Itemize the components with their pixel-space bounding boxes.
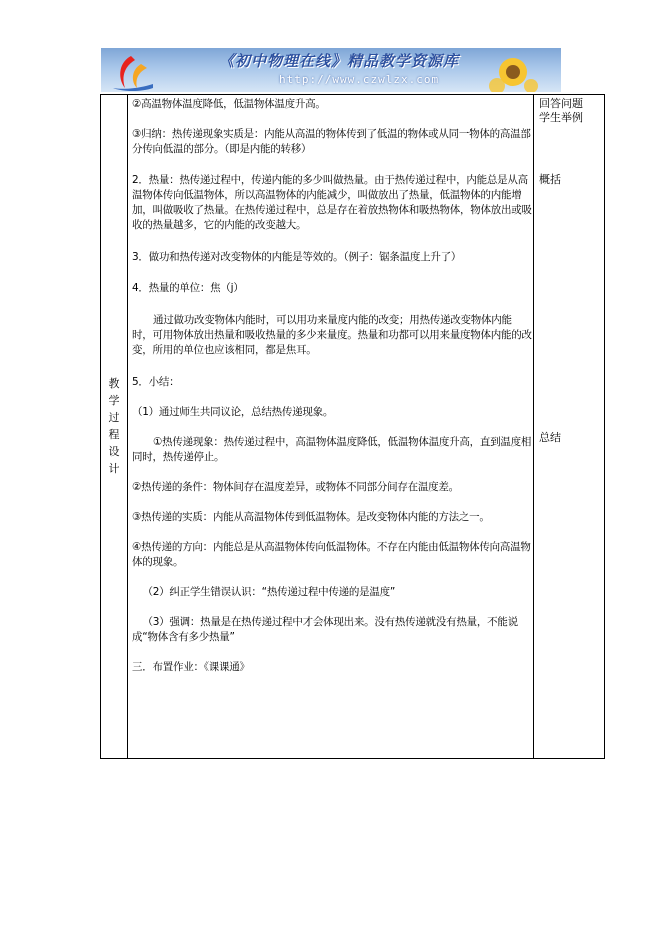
banner-url: http://www.czwlzx.com (279, 73, 440, 86)
paragraph: ①热传递现象：热传递过程中，高温物体温度降低，低温物体温度升高，直到温度相同时，热传递停止。 (132, 436, 532, 463)
column-divider (533, 95, 534, 758)
paragraph: ②高温物体温度降低，低温物体温度升高。 (132, 98, 326, 110)
section-label-char: 计 (108, 462, 120, 475)
paragraph: 三．布置作业：《课课通》 (132, 661, 250, 673)
paragraph: ④热传递的方向：内能总是从高温物体传向低温物体。不存在内能由低温物体传向高温物体的现象。 (132, 541, 531, 568)
section-label-char: 教 (108, 377, 120, 390)
paragraph: ③归纳：热传递现象实质是：内能从高温的物体传到了低温的物体或从同一物体的高温部分传向低温的部分。（即是内能的转移） (132, 128, 531, 155)
side-note-summarize: 概括 (539, 173, 561, 186)
section-label-char: 设 (108, 445, 120, 458)
side-note-examples: 学生举例 (539, 111, 583, 124)
column-divider (127, 95, 128, 758)
section-label-char: 学 (108, 394, 120, 407)
paragraph: ②热传递的条件：物体间存在温度差异，或物体不同部分间存在温度差。 (132, 481, 459, 493)
paragraph: 2．热量：热传递过程中，传递内能的多少叫做热量。由于热传递过程中，内能总是从高温物体传向低温物体，所以高温物体的内能减少，叫做放出了热量，低温物体的内能增加，叫做吸收了热量。在热传递过程中，总是存在着放热物体和吸热物体，物体放出或吸收的热量越多，它的内能的改变越大。 (132, 174, 532, 231)
header-banner (101, 48, 561, 92)
paragraph: （3）强调：热量是在热传递过程中才会体现出来。没有热传递就没有热量，不能说成“物体含有多少热量” (132, 616, 518, 643)
logo-icon (101, 48, 161, 92)
side-note-summary: 总结 (539, 431, 561, 444)
paragraph: （2）纠正学生错误认识：“热传递过程中传递的是温度” (142, 586, 396, 598)
section-label-char: 程 (108, 428, 120, 441)
banner-title: 《初中物理在线》精品教学资源库 (219, 52, 460, 70)
section-label (101, 375, 127, 477)
section-label-char: 过 (108, 411, 120, 424)
paragraph: 4．热量的单位：焦（j） (132, 282, 244, 294)
lesson-content (132, 97, 532, 675)
side-note-answer: 回答问题 (539, 97, 583, 110)
paragraph: 通过做功改变物体内能时，可以用功来量度内能的改变；用热传递改变物体内能时，可用物体放出热量和吸收热量的多少来量度。热量和功都可以用来量度物体内能的改变，所用的单位也应该相同，都是焦耳。 (132, 314, 532, 356)
paragraph: ③热传递的实质：内能从高温物体传到低温物体。是改变物体内能的方法之一。 (132, 511, 490, 523)
paragraph: 3．做功和热传递对改变物体的内能是等效的。（例子：锯条温度上升了） (132, 251, 462, 263)
paragraph: 5．小结： (132, 376, 180, 388)
side-note (539, 97, 583, 125)
paragraph: （1）通过师生共同议论，总结热传递现象。 (132, 406, 334, 418)
lesson-table (100, 94, 605, 759)
sunflower-icon (483, 52, 543, 92)
